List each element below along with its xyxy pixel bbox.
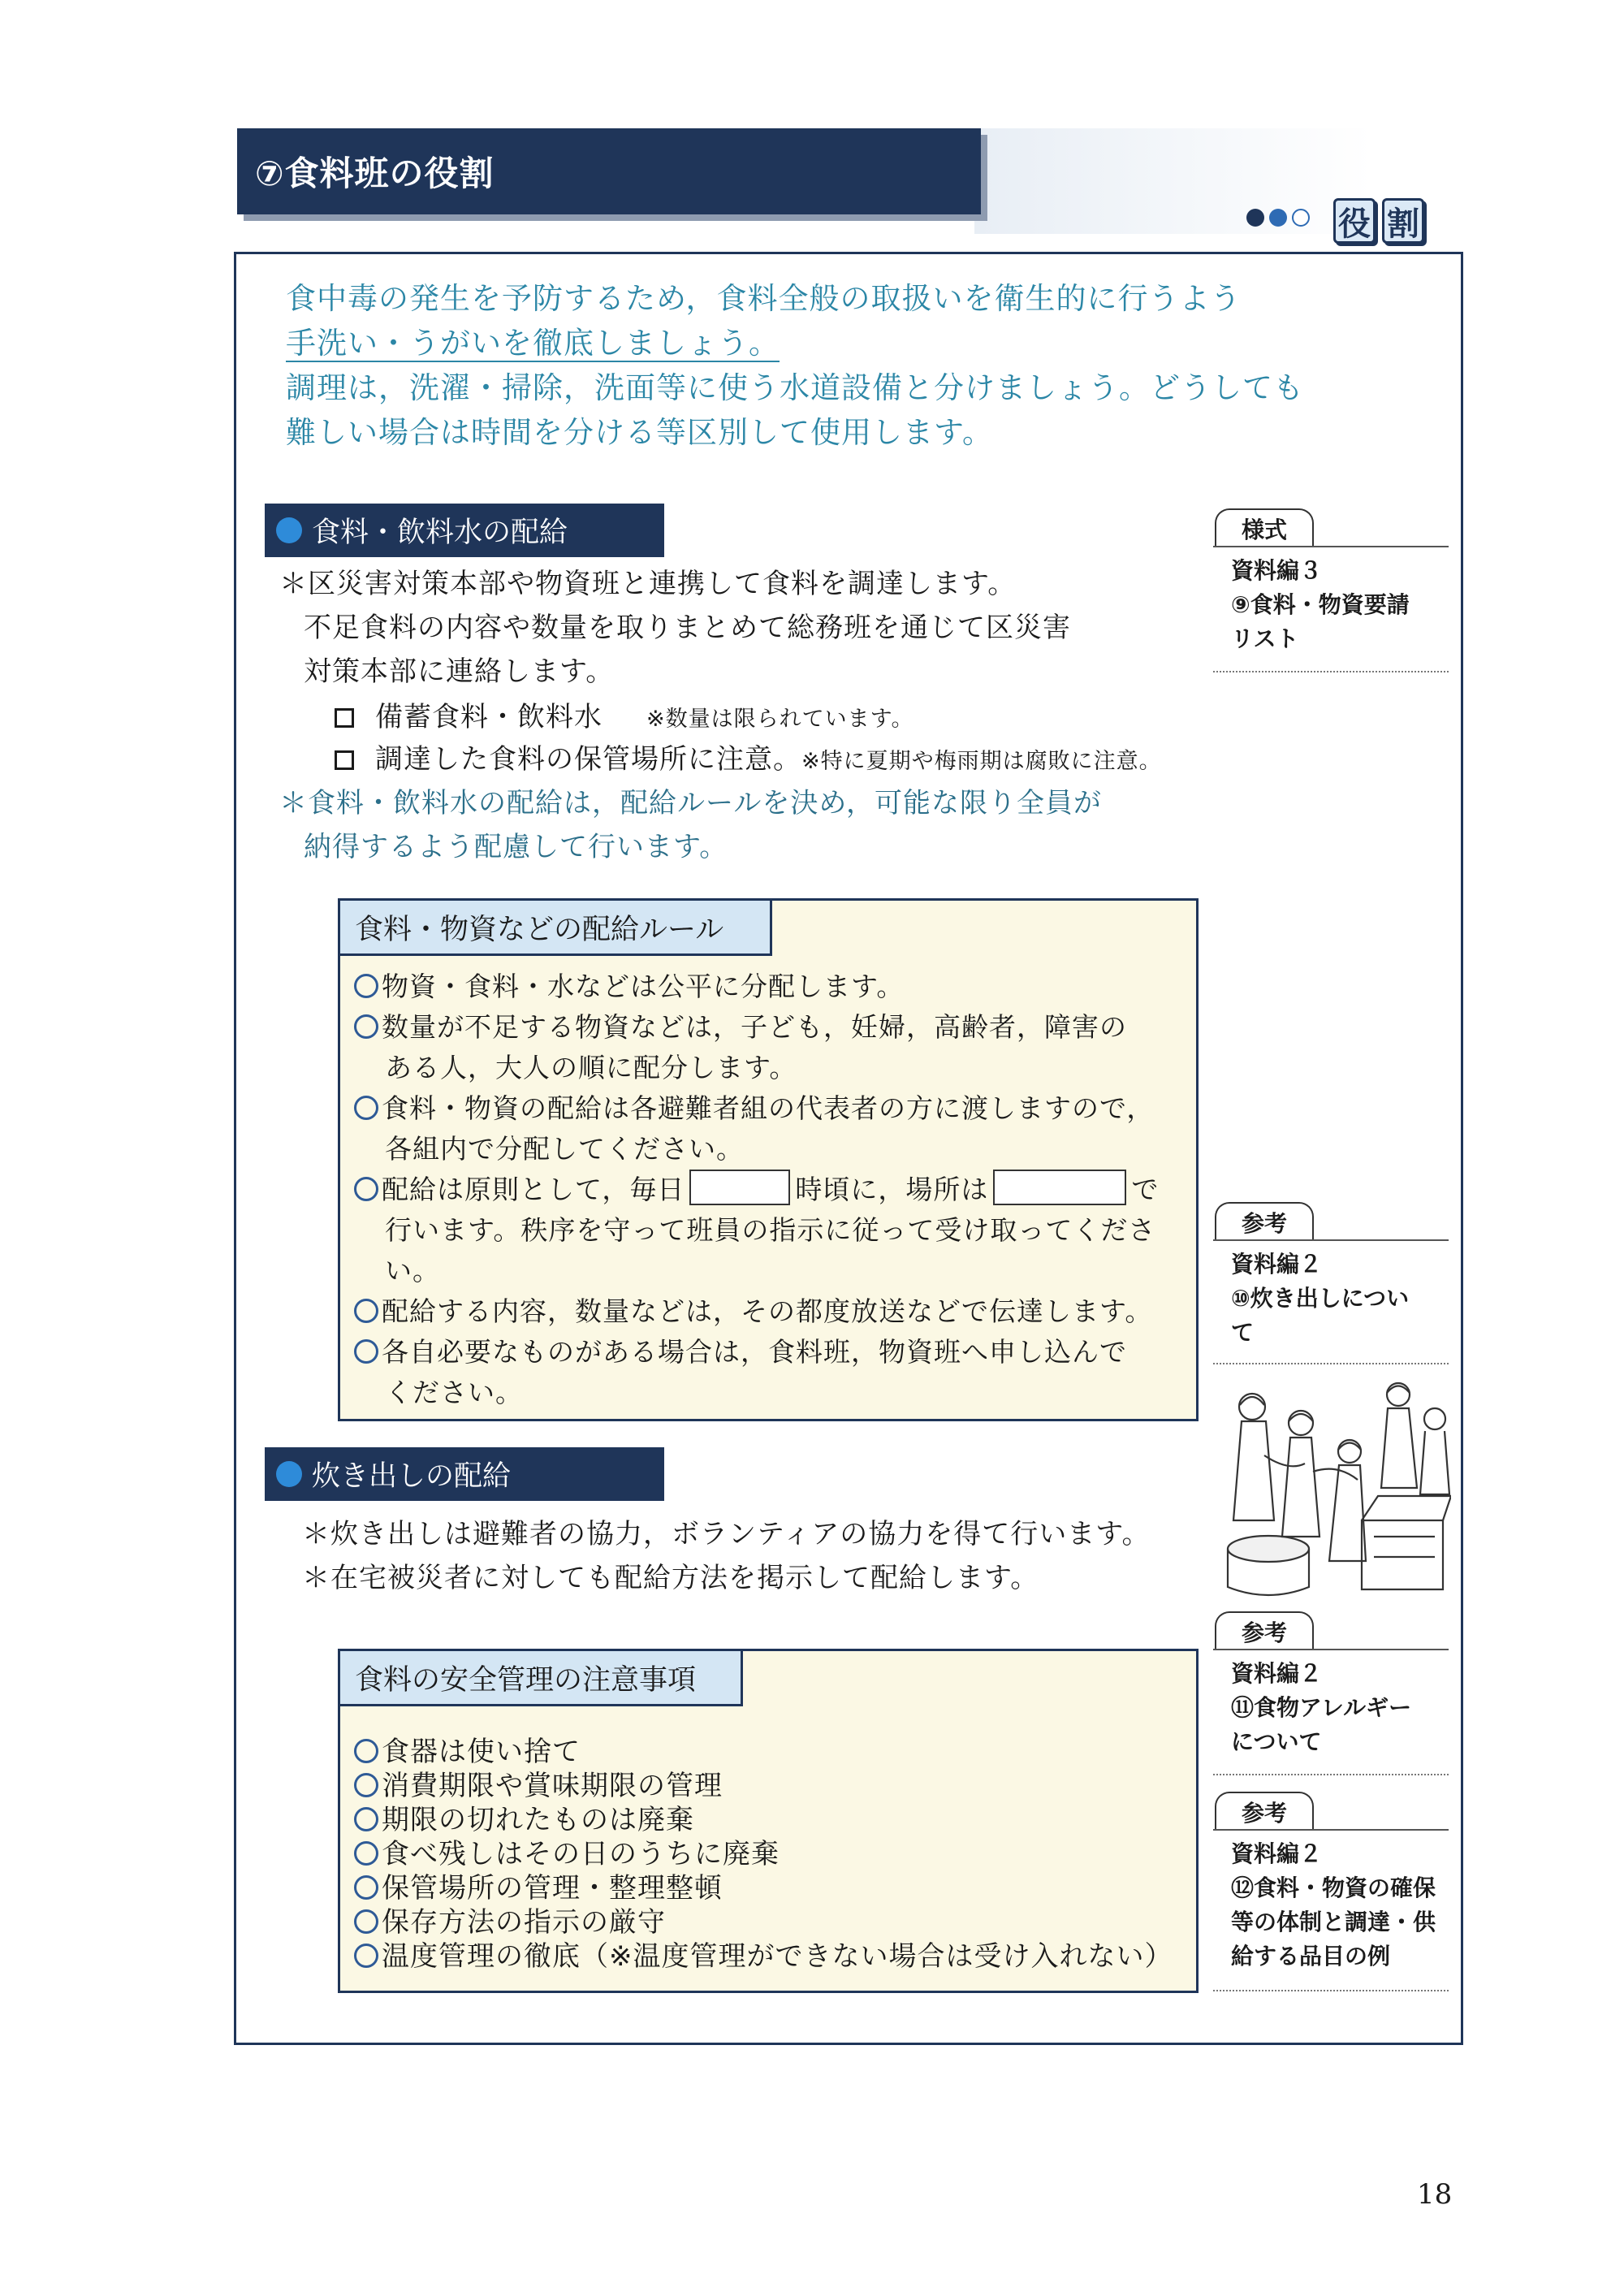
side-ref-line: ⑩炊き出しについ <box>1231 1285 1410 1312</box>
check-note: ※数量は限られています。 <box>646 707 914 732</box>
checkbox-icon <box>335 708 354 728</box>
rule-text: 配給する内容，数量などは，その都度放送などで伝達します。 <box>382 1295 1153 1327</box>
safety-text: 期限の切れたものは廃棄 <box>382 1804 694 1836</box>
circle-bullet-icon <box>354 1944 378 1968</box>
circle-bullet-icon <box>354 1177 378 1201</box>
body-line: ＊区災害対策本部や物資班と連携して食料を調達します。 <box>279 568 1017 600</box>
side-ref-tab: 参考 <box>1215 1611 1314 1650</box>
side-ref-rule <box>1213 1649 1449 1650</box>
cooking-volunteers-illustration <box>1216 1374 1451 1610</box>
rules-box-heading: 食料・物資などの配給ルール <box>340 901 772 956</box>
side-ref-line: について <box>1231 1728 1322 1755</box>
side-ref-line: て <box>1231 1319 1255 1346</box>
circle-bullet-icon <box>354 1909 378 1934</box>
safety-text: 食器は使い捨て <box>382 1736 581 1768</box>
checklist-item <box>335 695 914 742</box>
check-label: 備蓄食料・飲料水 <box>375 701 603 733</box>
safety-text: 食べ残しはその日のうちに廃棄 <box>382 1838 780 1870</box>
safety-text: 保存方法の指示の厳守 <box>382 1906 666 1939</box>
side-ref-line: 資料編３ <box>1231 557 1323 584</box>
side-ref-line: ⑫食料・物資の確保 <box>1231 1874 1436 1901</box>
rule-item <box>354 1332 1159 1373</box>
side-ref-line: 等の体制と調達・供 <box>1231 1909 1436 1935</box>
intro-line: 調理は，洗濯・掃除，洗面等に使う水道設備と分けましょう。どうしても <box>286 370 1304 405</box>
side-ref-rule <box>1213 1239 1449 1241</box>
intro-text <box>286 276 1423 455</box>
section-heading-food-distribution <box>265 504 664 557</box>
rule-text: 配給は原則として，毎日 <box>382 1174 685 1205</box>
section-heading-label: 食料・飲料水の配給 <box>312 517 568 549</box>
circle-bullet-icon <box>354 1299 378 1323</box>
role-badge-char-1: 役 <box>1333 198 1376 244</box>
role-progress-dots <box>1246 203 1315 230</box>
side-ref-line: 資料編２ <box>1231 1840 1323 1867</box>
safety-text: 温度管理の徹底（※温度管理ができない場合は受け入れない） <box>382 1940 1173 1973</box>
rule-item-cont: 行います。秩序を守って班員の指示に従って受け取ってくださ <box>385 1214 1156 1246</box>
rule-text: 各自必要なものがある場合は，食料班，物資班へ申し込んで <box>382 1336 1127 1368</box>
side-ref-1[interactable] <box>1231 554 1410 656</box>
time-blank-field <box>689 1170 790 1205</box>
place-blank-field <box>993 1170 1126 1205</box>
role-badge-char-2: 割 <box>1382 198 1424 244</box>
progress-dot-icon <box>1246 209 1264 227</box>
rule-item <box>354 966 1159 1007</box>
side-ref-line: リスト <box>1231 625 1299 652</box>
side-ref-divider <box>1213 1774 1449 1775</box>
check-note: ※特に夏期や梅雨期は腐敗に注意。 <box>801 749 1162 774</box>
side-ref-line: 給する品目の例 <box>1231 1943 1391 1970</box>
page-number: 18 <box>1417 2178 1453 2211</box>
safety-text: 保管場所の管理・整理整頓 <box>382 1872 723 1905</box>
body-line: ＊在宅被災者に対しても配給方法を掲示して配給します。 <box>302 1562 1039 1594</box>
side-ref-divider <box>1213 671 1449 672</box>
safety-item <box>354 1905 1173 1939</box>
rule-text: で <box>1131 1174 1160 1205</box>
side-ref-divider <box>1213 1363 1449 1364</box>
rule-item-cont: い。 <box>385 1255 440 1286</box>
side-ref-line: 資料編２ <box>1231 1660 1323 1687</box>
check-label: 調達した食料の保管場所に注意。 <box>375 743 801 776</box>
safety-item <box>354 1735 1173 1769</box>
circle-bullet-icon <box>354 1773 378 1797</box>
circle-bullet-icon <box>354 1807 378 1831</box>
side-ref-rule <box>1213 546 1449 547</box>
progress-dot-icon <box>1269 209 1287 227</box>
page-title: ⑦食料班の役割 <box>237 128 981 214</box>
progress-dot-icon <box>1292 209 1310 227</box>
safety-item <box>354 1871 1173 1905</box>
bullet-icon <box>276 517 302 543</box>
section1-body <box>279 562 1071 694</box>
safety-item <box>354 1769 1173 1803</box>
circle-bullet-icon <box>354 974 378 998</box>
side-ref-tab: 様式 <box>1215 508 1314 547</box>
body-line: ＊炊き出しは避難者の協力，ボランティアの協力を得て行います。 <box>302 1518 1151 1550</box>
intro-line: 難しい場合は時間を分ける等区別して使用します。 <box>286 415 994 450</box>
section-heading-label: 炊き出しの配給 <box>312 1460 512 1493</box>
safety-item <box>354 1803 1173 1837</box>
body-line: 納得するよう配慮して行います。 <box>304 831 728 863</box>
circle-bullet-icon <box>354 1841 378 1866</box>
body-line: ＊食料・飲料水の配給は，配給ルールを決め，可能な限り全員が <box>279 787 1102 819</box>
rule-item-cont: ある人，大人の順に配分します。 <box>385 1052 797 1083</box>
rule-item-cont: 各組内で分配してください。 <box>385 1133 744 1165</box>
safety-item <box>354 1939 1173 1974</box>
checklist-item <box>335 737 1162 784</box>
side-ref-2[interactable] <box>1231 1247 1409 1350</box>
side-ref-tab: 参考 <box>1215 1792 1314 1831</box>
body-line: 不足食料の内容や数量を取りまとめて総務班を通じて区災害 <box>304 612 1071 644</box>
rule-text: 数量が不足する物資などは，子ども，妊婦，高齢者，障害の <box>382 1011 1127 1043</box>
circle-bullet-icon <box>354 1014 378 1039</box>
rules-list <box>354 966 1159 1413</box>
circle-bullet-icon <box>354 1096 378 1120</box>
circle-bullet-icon <box>354 1739 378 1763</box>
rule-item <box>354 1291 1159 1332</box>
safety-box-heading: 食料の安全管理の注意事項 <box>340 1651 743 1706</box>
rule-item <box>354 1007 1159 1048</box>
side-ref-3[interactable] <box>1231 1657 1411 1759</box>
side-ref-line: ⑪食物アレルギー <box>1231 1694 1412 1721</box>
rule-item <box>354 1170 1159 1210</box>
intro-line-underlined: 手洗い・うがいを徹底しましょう。 <box>286 326 780 361</box>
section2-body <box>302 1512 1151 1600</box>
side-ref-rule <box>1213 1829 1449 1831</box>
rule-text: 食料・物資の配給は各避難者組の代表者の方に渡しますので， <box>382 1092 1155 1124</box>
rule-item-cont: ください。 <box>385 1377 523 1408</box>
intro-line: 食中毒の発生を予防するため，食料全般の取扱いを衛生的に行うよう <box>286 281 1242 316</box>
side-ref-tab: 参考 <box>1215 1202 1314 1241</box>
rule-text: 時頃に，場所は <box>795 1174 989 1205</box>
side-ref-divider <box>1213 1990 1449 1991</box>
bullet-icon <box>276 1461 302 1487</box>
safety-text: 消費期限や賞味期限の管理 <box>382 1770 723 1802</box>
section1-body-2 <box>279 781 1102 869</box>
side-ref-4[interactable] <box>1231 1837 1436 1974</box>
safety-list <box>354 1735 1173 1974</box>
rule-item <box>354 1088 1159 1129</box>
section-heading-cooking-distribution <box>265 1447 664 1501</box>
circle-bullet-icon <box>354 1339 378 1364</box>
side-ref-line: ⑨食料・物資要請 <box>1231 591 1410 618</box>
body-line: 対策本部に連絡します。 <box>304 655 615 688</box>
circle-bullet-icon <box>354 1875 378 1900</box>
side-ref-line: 資料編２ <box>1231 1251 1323 1278</box>
checkbox-icon <box>335 750 354 770</box>
rule-text: 物資・食料・水などは公平に分配します。 <box>382 971 905 1002</box>
safety-item <box>354 1837 1173 1871</box>
